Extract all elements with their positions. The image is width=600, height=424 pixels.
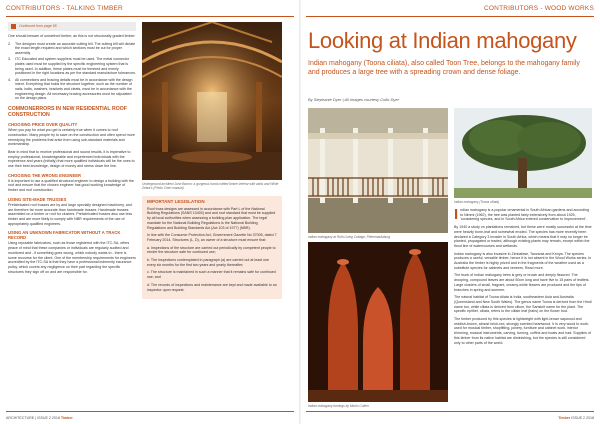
first-paragraph-text: ndian mahogany is a popular ornamental in South African gardens and according to Nimmi (1962), the tree was planted fairly extensively from about 1925, 'considering species, and in South Africa entered conservation to improvement'. [460,208,590,222]
body-paragraph: The natural habitat of Toona ciliata is India, southeastern Asia and Australia (Queensland and New South Wales). The genus name Toona is derived from the Hindi name tun, while ciliata is derived from cilium, the Sanskrit name for the plant. The specific epithet, ciliata, refers to the ciliate leaf (hairs) on the flower bud. [454,295,592,314]
right-footer-rule [306,411,594,412]
intro-paragraph: One should beware of unearthed timber, as this is not structurally graded timber. [8,34,136,38]
body-paragraph: Prefabricated roof trusses are by and large specially designed machinery, and are therefore far more accurate than handmade trusses. Handmade trusses assembled on a timber or roof for clusters. Prefabricated trusses also use less timber and are more likely to comply with NBR requirements of the use of appropriately qualified engineers. [8,202,133,226]
body-paragraph: It is important to use a qualified structural engineer to design a building with the roof and ensure that the chosen engineer has good working knowledge of timber and roof construction. [8,178,134,193]
article-title: Looking at Indian mahogany [308,28,577,53]
box-list-item: c. The structure is maintained in such a manner that it remains safe for continued use; and [147,270,276,280]
body-paragraph: By 1940 a study on plantations remained, but these were mostly successful at the time were heavily bone-leaf and somewhat eroded. The species has more recently been declared a Category 3 invader in South Africa, which means that it may no longer be planted, propagated or traded, although existing plants may remain, except within the flood line of watercourses and wetlands. [454,225,592,248]
list-number: 2. [8,41,11,46]
subheading: USING SITE-MADE TRUSSES [8,196,67,202]
footer-brand: Timber [558,416,571,420]
right-page-footer [558,416,594,420]
right-page-header: CONTRIBUTORS - WOOD WORKS [484,5,594,12]
turnings-photo [308,242,448,402]
box-list-item: d. The records of inspections and maintenance are kept and made available to an inspector upon request. [147,282,277,292]
left-footer-rule [6,411,294,412]
left-page-header: CONTRIBUTORS - TALKING TIMBER [6,5,123,12]
footer-brand: Timber [60,416,73,420]
photo-caption: Indian mahogany (Toona ciliata) [454,200,500,204]
box-paragraph: Roof truss designs are assessed in accordance with Part L of the National Building Regulations (SANS 10400) and and roof standard that must be supplied by all local authorities when assessing a building plan application. The legal mandate for the National Building Regulations is the National Building Regulations and Building Standards Act (Act 103 of 1977) (NBR). [147,206,276,230]
veranda-photo [308,108,448,233]
list-item [8,42,136,56]
turnings-image [308,242,448,402]
list-text: The designer must create an accurate cutting bill. The cutting bill will dictate the exact length required and which sections must be cut for proper assembly. [15,41,136,56]
body-paragraph [454,208,592,222]
body-paragraph: Bear in mind that to receive professional and sound results, it is imperative to employ professional, knowledgeable and experienced individuals with the experience and years (initially) that more qualified individuals will be the ones to use their best knowledge, design of money and stress down the line. [8,149,135,169]
body-paragraph: The timber produced by this species is lightweight with light-brown sapwood and reddish-brown, almost brick-red, strongly scented heartwood. It is very wood to work: used for musical timber, shopfitting, joinery, furniture and cabinet work, interior trimming, musical instruments, carving, turning, coffins and boats and had. Supplies of this timber from its native habitat are diminishing, but the species is still considered only to other parts of the world. [454,317,591,345]
continued-banner [8,22,136,31]
subheading: CHOOSING PRICE OVER QUALITY [8,122,78,128]
right-column-a [308,108,448,408]
continued-marker-icon [11,24,16,29]
list-item [8,57,136,76]
list-number: 3. [8,57,11,62]
continued-text: Continued from page 58 [19,24,57,29]
right-header-rule [306,16,594,17]
box-paragraph: In line with the Consumer Protection Act, Government Gazette No 37005, dated 7 February 2014, Structures (L, D), an owner of a structure must ensure that: [147,233,277,242]
list-text: All connections and bracing details must be in accordance with the design intent. Everything that holds the structure together, such as the number of nails, bolts, washers, brackets and cleats, must be in accordance with the engineering design. All necessary bracing accessories must be stipulated on the design plans. [15,77,133,101]
drop-cap: I [454,206,459,223]
list-text: ITC Educated and system suppliers must be used. The metal connector plates used must be supplied by the specific engineering system that is being used. In addition, these plates must be trimmed and evenly positioned in the right locations as per the standard manufacture tolerances. [15,57,136,76]
left-header-rule [6,16,294,17]
photo-caption: Indian mahogany turnings by Morris Cullen [308,404,369,408]
interior-photo [142,22,282,180]
photo-caption: Underground architect John Barron: a gorgeous hand-crafted timber interior with walls and White Zebra's (Photo Cheri manual) [142,182,279,190]
photo-caption: Indian mahogany at Ruth Living Cottage, Pietermaritzburg [308,235,391,239]
body-paragraph: When you pay for what you get is certainly true when it comes to roof construction. Many people try to save on the construction and often spend more remedying the problems that arise from using sub-standard materials and workmanship. [8,128,135,147]
byline: By Stephanie Dyer | All images courtesy Colin Dyer [308,97,399,102]
left-page-footer [6,416,73,420]
left-column-a [8,22,136,277]
footer-issue: ARCHITECTURE | ISSUE 2 2018 [6,416,60,420]
body-paragraph: The trunk of Indian mahogany trees is grey or brown and deeply fissured. The drooping, compound leaves are about 50cm long and have five to 15 pairs of leaflets. Large clusters of small, fragrant, creamy-white flowers are produced and the tips of branches in spring and summer. [454,273,590,292]
footer-issue: ISSUE 2 2018 [571,416,594,420]
standfirst: Indian mahogany (Toona ciliata), also called Toon Tree, belongs to the mahogany family and produces a large tree with a spreading crown and dense foliage. [308,60,580,76]
body-paragraph: Using reputable fabricators, such as those registered with the ITC-SA, offers peace of mind that these companies or individuals are regularly audited and monitored and - if something goes wrong, which nobody wants to - there is some recourse for the client. One of the membership requirements for engineers accredited by the ITC-SA is that they have a professional indemnity insurance policy, which covers any negligence on their part regarding the specific structures they sign off on and are responsible for. [8,241,136,274]
list-item [8,78,136,102]
box-list-item: a. Inspections of the structure are carried out periodically by competent people to render the structure safe for continued use; [147,245,276,255]
box-title: IMPORTANT LEGISLATION [147,199,205,204]
subheading: CHOOSING THE WRONG ENGINEER [8,172,82,178]
important-legislation-box [142,196,282,299]
section-heading: COMMONERRORS IN NEW RESIDENTIAL ROOF CONSTRUCTION [8,106,127,119]
left-column-b [142,22,282,299]
veranda-image [308,108,448,233]
body-paragraph: Indian mahogany is also invasive in Zimbabwe, Tanzania and Kenya. The species produces a useful, versatile timber, hence it is not absent in the Wood Works series. In Australia the timber is highly prized and in the fragments of the weather used as a substitute species for cabinets and veneers. Read more. [454,251,592,270]
subheading: USING AN UNKNOWN FABRICATOR WITHOUT A TRACK RECORD [8,230,121,241]
tree-photo [454,108,592,198]
list-number: 4. [8,77,11,82]
box-list-item: b. The inspections contemplated in paragraph (a) are carried out at least one every six months for the first two years and yearly thereafter; [147,258,269,267]
right-column-b [454,108,592,348]
timber-interior-image [142,22,282,180]
mahogany-tree-image [454,108,592,198]
